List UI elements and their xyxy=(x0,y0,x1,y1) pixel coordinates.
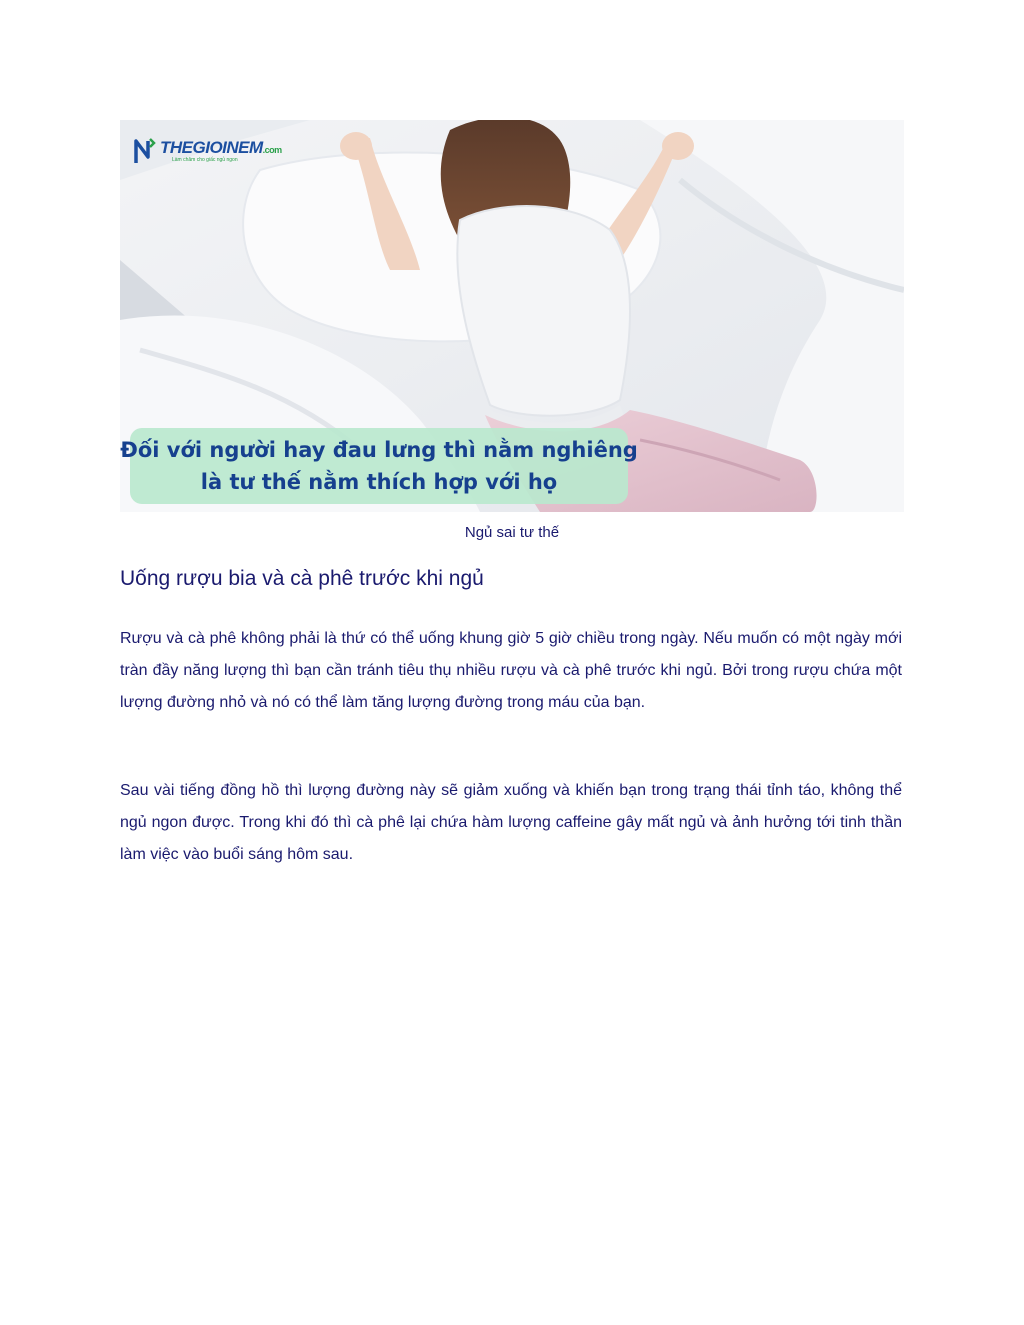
logo-n-icon xyxy=(134,137,156,165)
article-image xyxy=(120,120,904,512)
logo-suffix: .com xyxy=(262,145,282,155)
brand-logo xyxy=(134,130,282,172)
banner-line-1: Đối với người hay đau lưng thì nằm nghiêng xyxy=(120,438,638,462)
banner-line-2: là tư thế nằm thích hợp với họ xyxy=(200,470,558,494)
logo-tagline: Làm chăm cho giấc ngủ ngon xyxy=(172,157,238,163)
image-caption: Ngủ sai tư thế xyxy=(464,524,560,541)
paragraph-2: Sau vài tiếng đồng hồ thì lượng đường này sẽ giảm xuống và khiến bạn trong trạng thái tỉnh táo, không thể ngủ ngon được. Trong khi đó thì cà phê lại chứa hàm lượng caffeine gây mất ngủ và ảnh hưởng tới tinh thần làm việc vào buổi sáng hôm sau. xyxy=(120,782,902,863)
paragraph-1: Rượu và cà phê không phải là thứ có thể uống khung giờ 5 giờ chiều trong ngày. Nếu muốn có một ngày mới tràn đầy năng lượng thì bạn cần tránh tiêu thụ nhiều rượu và cà phê trước khi ngủ. Bởi trong rượu chứa một lượng đường nhỏ và nó có thể làm tăng lượng đường trong máu của bạn. xyxy=(120,630,902,711)
image-banner xyxy=(120,428,638,504)
section-heading: Uống rượu bia và cà phê trước khi ngủ xyxy=(120,567,484,590)
logo-word: THEGIOINEM xyxy=(160,138,263,157)
